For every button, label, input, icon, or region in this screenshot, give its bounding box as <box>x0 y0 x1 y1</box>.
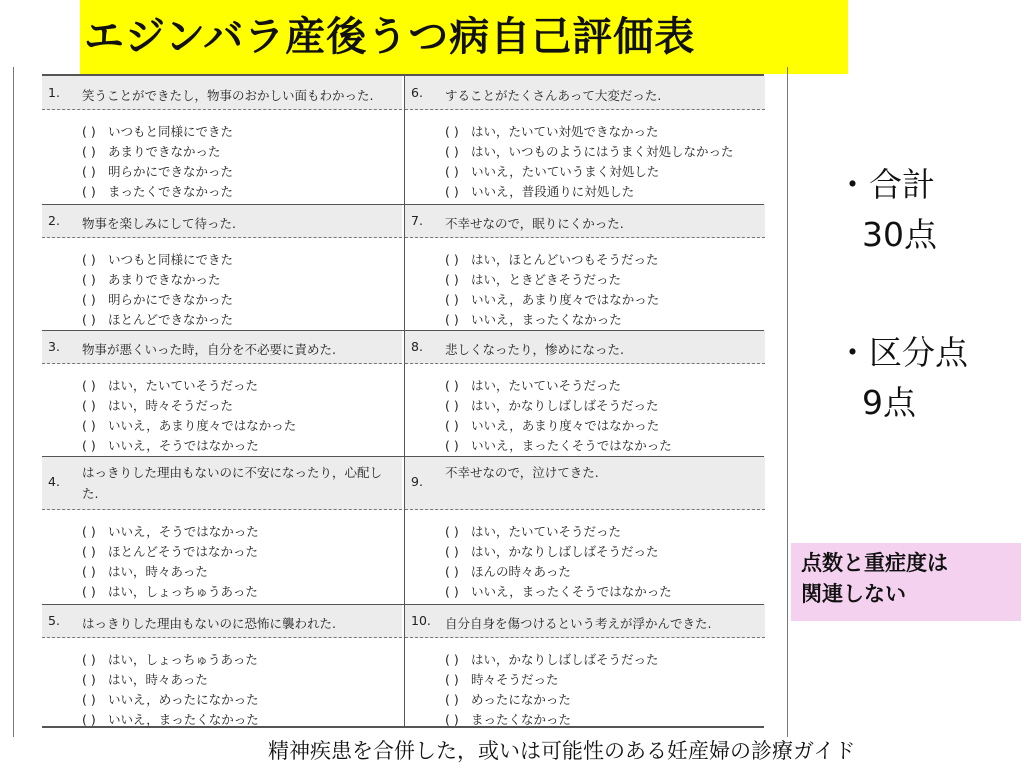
total-score <box>836 160 937 260</box>
question-number: 9. <box>411 474 423 489</box>
answer-options <box>445 376 765 456</box>
answer-option[interactable] <box>82 270 402 290</box>
question-block <box>42 604 402 730</box>
question-number: 2. <box>48 213 60 228</box>
question-block <box>405 76 765 204</box>
question-header <box>42 76 402 110</box>
answer-option-label: いいえ，あまり度々ではなかった <box>108 418 297 433</box>
answer-option[interactable] <box>445 310 765 330</box>
answer-option[interactable] <box>82 690 402 710</box>
answer-option[interactable] <box>82 436 402 456</box>
answer-checkbox[interactable]: ( ) <box>82 544 96 559</box>
answer-checkbox[interactable]: ( ) <box>445 438 459 453</box>
answer-checkbox[interactable]: ( ) <box>82 312 96 327</box>
answer-option[interactable] <box>445 650 765 670</box>
answer-option-label: はい，たいていそうだった <box>471 524 622 539</box>
severity-note-line: 点数と重症度は <box>801 551 948 575</box>
row-divider <box>42 204 764 205</box>
answer-option[interactable] <box>445 122 765 142</box>
answer-checkbox[interactable]: ( ) <box>82 524 96 539</box>
question-number: 1. <box>48 85 60 100</box>
answer-checkbox[interactable]: ( ) <box>82 144 96 159</box>
cutoff-score-value: 9点 <box>862 383 916 422</box>
question-number: 8. <box>411 339 423 354</box>
question-text: 物事が悪くいった時，自分を不必要に責めた. <box>82 342 336 357</box>
answer-option[interactable] <box>82 396 402 416</box>
source-citation: 精神疾患を合併した，或いは可能性のある妊産婦の診療ガイド <box>268 739 856 763</box>
answer-checkbox[interactable]: ( ) <box>82 252 96 267</box>
answer-checkbox[interactable]: ( ) <box>445 272 459 287</box>
question-number: 6. <box>411 85 423 100</box>
question-header <box>405 76 765 110</box>
answer-checkbox[interactable]: ( ) <box>445 418 459 433</box>
answer-checkbox[interactable]: ( ) <box>82 184 96 199</box>
answer-checkbox[interactable]: ( ) <box>445 312 459 327</box>
answer-option[interactable] <box>82 670 402 690</box>
answer-option-label: はい，ときどきそうだった <box>471 272 622 287</box>
answer-checkbox[interactable]: ( ) <box>82 292 96 307</box>
answer-option[interactable] <box>445 182 765 202</box>
answer-option[interactable] <box>82 522 402 542</box>
answer-checkbox[interactable]: ( ) <box>82 418 96 433</box>
answer-checkbox[interactable]: ( ) <box>445 124 459 139</box>
answer-option-label: はい，時々あった <box>108 672 208 687</box>
answer-checkbox[interactable]: ( ) <box>82 712 96 727</box>
question-block <box>42 456 402 604</box>
question-header <box>42 604 402 638</box>
answer-option[interactable] <box>445 250 765 270</box>
question-header <box>405 456 765 510</box>
severity-note <box>791 543 1021 621</box>
answer-option-label: まったくできなかった <box>108 184 234 199</box>
answer-option[interactable] <box>445 582 765 602</box>
answer-option-label: はい，かなりしばしばそうだった <box>471 544 659 559</box>
question-block <box>42 76 402 204</box>
question-header <box>42 330 402 364</box>
question-text: 笑うことができたし，物事のおかしい面もわかった. <box>82 88 374 103</box>
answer-checkbox[interactable]: ( ) <box>445 544 459 559</box>
answer-option[interactable] <box>82 650 402 670</box>
question-text: 不幸せなので，泣けてきた. <box>445 465 599 480</box>
answer-option-label: ほとんどそうではなかった <box>108 544 259 559</box>
answer-option[interactable] <box>82 122 402 142</box>
answer-option-label: いいえ，あまり度々ではなかった <box>471 418 660 433</box>
question-text: 自分自身を傷つけるという考えが浮かんできた. <box>445 616 712 631</box>
answer-checkbox[interactable]: ( ) <box>82 438 96 453</box>
severity-note-line: 関連しない <box>801 582 906 606</box>
answer-option-label: いいえ，たいていうまく対処した <box>471 164 660 179</box>
total-score-label: ・合計 <box>836 165 935 204</box>
answer-option-label: ほんの時々あった <box>471 564 571 579</box>
answer-checkbox[interactable]: ( ) <box>445 144 459 159</box>
answer-option[interactable] <box>445 436 765 456</box>
answer-option-label: はい，たいていそうだった <box>471 378 622 393</box>
question-header <box>405 330 765 364</box>
question-text: 不幸せなので，眠りにくかった. <box>445 216 624 231</box>
answer-checkbox[interactable]: ( ) <box>445 712 459 727</box>
question-number: 4. <box>48 474 60 489</box>
question-header <box>42 456 402 510</box>
answer-checkbox[interactable]: ( ) <box>445 524 459 539</box>
answer-option-label: いいえ，そうではなかった <box>108 438 259 453</box>
answer-option[interactable] <box>445 162 765 182</box>
answer-checkbox[interactable]: ( ) <box>445 692 459 707</box>
answer-option[interactable] <box>445 290 765 310</box>
answer-checkbox[interactable]: ( ) <box>82 692 96 707</box>
question-header <box>42 204 402 238</box>
answer-option[interactable] <box>82 162 402 182</box>
answer-options <box>445 650 765 730</box>
question-header <box>405 604 765 638</box>
answer-option-label: いいえ，あまり度々ではなかった <box>471 292 660 307</box>
answer-option-label: いつもと同様にできた <box>108 124 234 139</box>
questionnaire-sheet <box>42 74 764 728</box>
answer-option-label: あまりできなかった <box>108 144 221 159</box>
answer-option[interactable] <box>82 582 402 602</box>
frame-left-border <box>13 67 14 737</box>
answer-checkbox[interactable]: ( ) <box>445 672 459 687</box>
answer-checkbox[interactable]: ( ) <box>445 564 459 579</box>
answer-option-label: いいえ，普段通りに対処した <box>471 184 635 199</box>
answer-option-label: はい，いつものようにはうまく対処しなかった <box>471 144 734 159</box>
answer-option-label: まったくなかった <box>471 712 572 727</box>
answer-option[interactable] <box>445 710 765 730</box>
answer-options <box>82 522 402 602</box>
question-block <box>42 204 402 330</box>
answer-option[interactable] <box>82 142 402 162</box>
answer-checkbox[interactable]: ( ) <box>82 652 96 667</box>
answer-option[interactable] <box>82 376 402 396</box>
answer-option-label: はい，時々そうだった <box>108 398 234 413</box>
question-header <box>405 204 765 238</box>
answer-option[interactable] <box>445 376 765 396</box>
answer-option[interactable] <box>445 542 765 562</box>
question-number: 3. <box>48 339 60 354</box>
answer-option[interactable] <box>82 182 402 202</box>
answer-checkbox[interactable]: ( ) <box>82 164 96 179</box>
question-number: 10. <box>411 613 431 628</box>
question-text: はっきりした理由もないのに恐怖に襲われた. <box>82 616 336 631</box>
answer-option-label: 時々そうだった <box>471 672 559 687</box>
answer-option-label: あまりできなかった <box>108 272 221 287</box>
answer-option-label: 明らかにできなかった <box>108 292 234 307</box>
answer-option[interactable] <box>82 290 402 310</box>
answer-option[interactable] <box>445 522 765 542</box>
answer-option[interactable] <box>445 416 765 436</box>
question-block <box>405 330 765 456</box>
answer-option[interactable] <box>445 690 765 710</box>
answer-option[interactable] <box>82 542 402 562</box>
answer-option-label: ほとんどできなかった <box>108 312 234 327</box>
question-block <box>405 204 765 330</box>
answer-option-label: はい，かなりしばしばそうだった <box>471 398 659 413</box>
question-text: はっきりした理由もないのに不安になったり，心配した. <box>82 465 383 501</box>
question-number: 5. <box>48 613 60 628</box>
answer-checkbox[interactable]: ( ) <box>445 164 459 179</box>
answer-option-label: はい，ほとんどいつもそうだった <box>471 252 659 267</box>
answer-option[interactable] <box>445 270 765 290</box>
row-divider <box>42 456 764 457</box>
question-block <box>405 456 765 604</box>
answer-option[interactable] <box>82 710 402 730</box>
answer-checkbox[interactable]: ( ) <box>82 272 96 287</box>
answer-option[interactable] <box>82 416 402 436</box>
answer-options <box>82 376 402 456</box>
answer-option[interactable] <box>445 142 765 162</box>
answer-option-label: 明らかにできなかった <box>108 164 234 179</box>
frame-right-border <box>787 67 788 737</box>
answer-option-label: いいえ，まったくそうではなかった <box>471 438 672 453</box>
answer-option[interactable] <box>82 250 402 270</box>
answer-options <box>445 250 765 330</box>
answer-checkbox[interactable]: ( ) <box>445 292 459 307</box>
answer-options <box>82 650 402 730</box>
answer-option[interactable] <box>82 562 402 582</box>
question-block <box>405 604 765 730</box>
question-text: することがたくさんあって大変だった. <box>445 88 662 103</box>
answer-checkbox[interactable]: ( ) <box>82 564 96 579</box>
answer-checkbox[interactable]: ( ) <box>445 184 459 199</box>
questionnaire-left-column <box>42 76 402 726</box>
question-text: 物事を楽しみにして待った. <box>82 216 236 231</box>
answer-checkbox[interactable]: ( ) <box>82 584 96 599</box>
answer-options <box>445 122 765 202</box>
page-title: エジンバラ産後うつ病自己評価表 <box>80 0 848 74</box>
answer-option[interactable] <box>445 562 765 582</box>
answer-checkbox[interactable]: ( ) <box>445 398 459 413</box>
answer-option-label: めったになかった <box>471 692 571 707</box>
answer-option-label: いつもと同様にできた <box>108 252 234 267</box>
cutoff-score <box>836 328 968 428</box>
answer-option[interactable] <box>82 310 402 330</box>
answer-options <box>82 250 402 330</box>
answer-option-label: はい，たいてい対処できなかった <box>471 124 659 139</box>
answer-options <box>82 122 402 202</box>
answer-checkbox[interactable]: ( ) <box>82 672 96 687</box>
answer-option-label: はい，しょっちゅうあった <box>108 652 258 667</box>
cutoff-score-label: ・区分点 <box>836 333 968 372</box>
question-text: 悲しくなったり，惨めになった. <box>445 342 624 357</box>
row-divider <box>42 330 764 331</box>
answer-option-label: はい，時々あった <box>108 564 208 579</box>
answer-option-label: いいえ，めったになかった <box>108 692 259 707</box>
questionnaire-right-column <box>404 76 765 726</box>
answer-option-label: はい，たいていそうだった <box>108 378 259 393</box>
answer-checkbox[interactable]: ( ) <box>445 652 459 667</box>
answer-checkbox[interactable]: ( ) <box>82 378 96 393</box>
answer-option-label: いいえ，そうではなかった <box>108 524 259 539</box>
answer-option[interactable] <box>445 670 765 690</box>
total-score-value: 30点 <box>862 215 937 254</box>
answer-checkbox[interactable]: ( ) <box>445 584 459 599</box>
answer-option-label: はい，かなりしばしばそうだった <box>471 652 659 667</box>
answer-option-label: いいえ，まったくそうではなかった <box>471 584 672 599</box>
row-divider <box>42 604 764 605</box>
question-block <box>42 330 402 456</box>
answer-option-label: いいえ，まったくなかった <box>108 712 259 727</box>
answer-options <box>445 522 765 602</box>
answer-checkbox[interactable]: ( ) <box>82 398 96 413</box>
question-number: 7. <box>411 213 423 228</box>
answer-option-label: いいえ，まったくなかった <box>471 312 622 327</box>
answer-checkbox[interactable]: ( ) <box>82 124 96 139</box>
answer-checkbox[interactable]: ( ) <box>445 252 459 267</box>
answer-option[interactable] <box>445 396 765 416</box>
answer-checkbox[interactable]: ( ) <box>445 378 459 393</box>
answer-option-label: はい，しょっちゅうあった <box>108 584 258 599</box>
